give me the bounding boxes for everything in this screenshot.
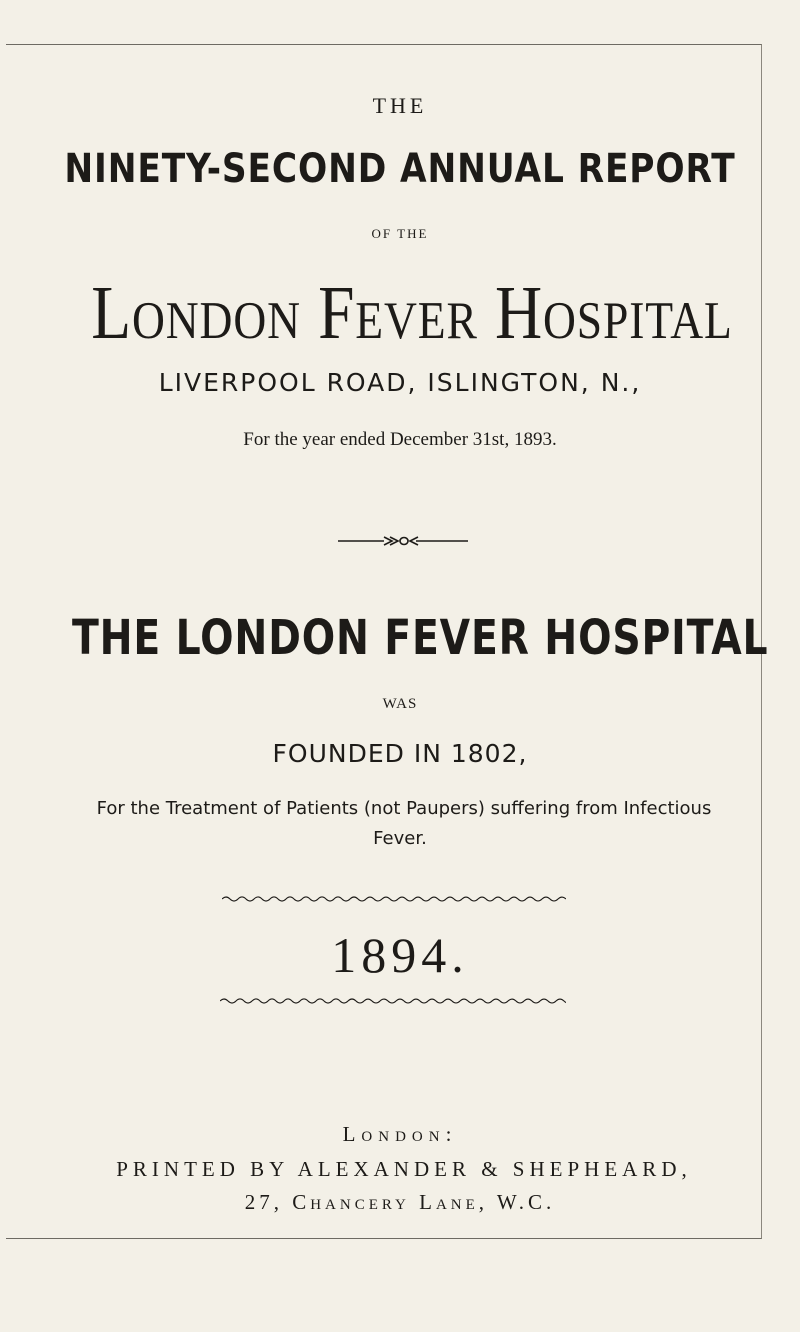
report-title: NINETY-SECOND ANNUAL REPORT: [64, 146, 736, 192]
wavy-rule-top: [222, 894, 566, 904]
imprint-place: London:: [342, 1122, 458, 1146]
founded-line: FOUNDED IN 1802,: [272, 739, 528, 768]
title-the: THE: [372, 93, 428, 118]
imprint-address: 27, Chancery Lane, W.C.: [244, 1190, 556, 1214]
was-label: WAS: [382, 696, 418, 712]
purpose-line-1: For the Treatment of Patients (not Paupers) suffering from Infectious: [96, 798, 712, 819]
hospital-name: London Fever Hospital: [91, 271, 733, 355]
wavy-rule-bottom: [220, 996, 566, 1006]
imprint-printer: PRINTED BY ALEXANDER & SHEPHEARD,: [116, 1157, 692, 1181]
purpose-line-2: Fever.: [373, 828, 427, 849]
publication-year: 1894.: [331, 927, 469, 983]
founding-heading: THE LONDON FEVER HOSPITAL: [72, 610, 769, 666]
hospital-address: LIVERPOOL ROAD, ISLINGTON, N.,: [158, 368, 642, 397]
year-ended-line: For the year ended December 31st, 1893.: [243, 429, 557, 450]
of-the-label: OF THE: [371, 226, 429, 241]
ornament-divider-icon: [338, 534, 468, 548]
